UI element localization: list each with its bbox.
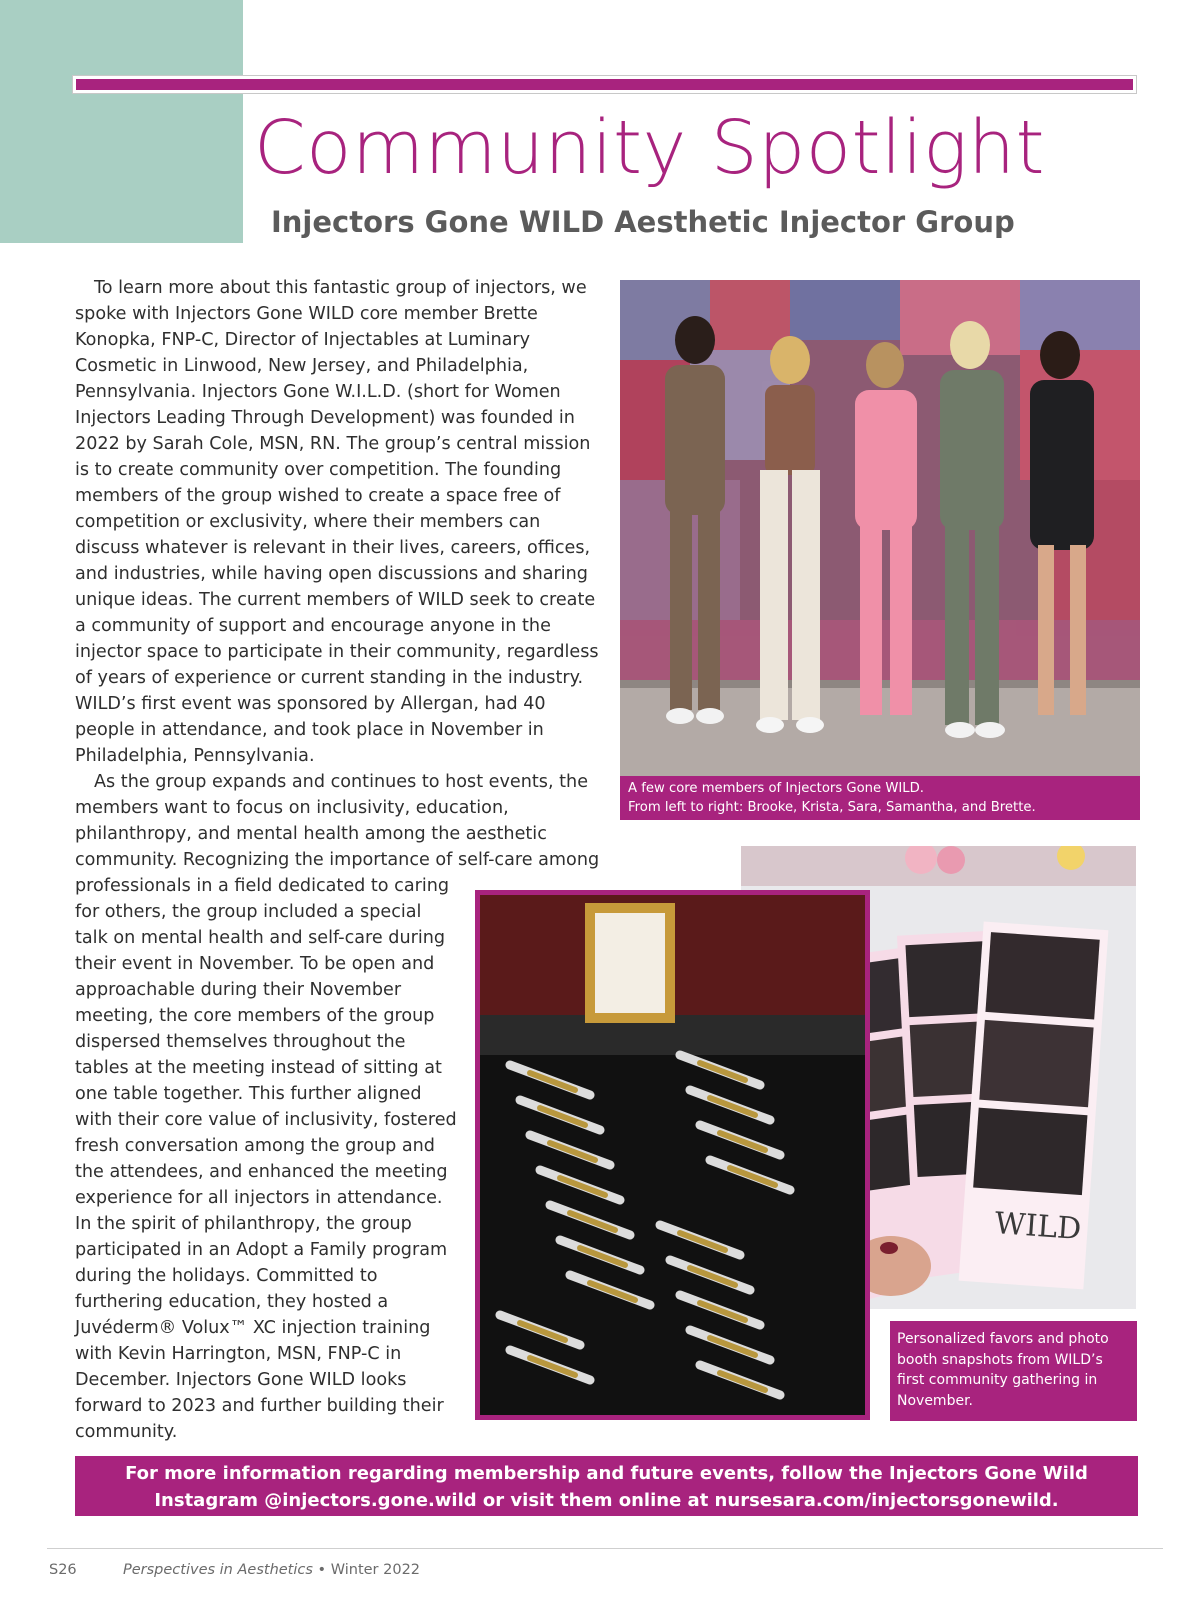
publication-name: Perspectives in Aesthetics (123, 1562, 313, 1578)
group-photo-caption-line-2: From left to right: Brooke, Krista, Sara, Samantha, and Brette. (628, 800, 1036, 815)
page-subtitle: Injectors Gone WILD Aesthetic Injector Group (271, 205, 1015, 239)
folio-separator: • (312, 1562, 331, 1578)
top-accent-rule (73, 76, 1136, 93)
svg-text:WILD: WILD (993, 1206, 1083, 1248)
group-photo-illustration (620, 280, 1140, 776)
group-photo-caption (620, 776, 1140, 820)
membership-info-box (75, 1456, 1138, 1516)
issue-date: Winter 2022 (330, 1562, 421, 1578)
membership-info-line-2: Instagram @injectors.gone.wild or visit them online at nursesara.com/injectorsgonewild. (154, 1490, 1059, 1511)
membership-info-line-1: For more information regarding membership and future events, follow the Injectors Gone Wild (125, 1463, 1088, 1484)
teal-accent-block (0, 0, 243, 243)
page-folio (49, 1560, 420, 1580)
page-number: S26 (49, 1562, 77, 1578)
footer-divider (47, 1548, 1163, 1549)
group-photo-caption-line-1: A few core members of Injectors Gone WILD. (628, 781, 924, 796)
article-paragraph-1: To learn more about this fantastic group of injectors, we spoke with Injectors Gone WILD core member Brette Konopka, FNP-C, Director of Injectables at Luminary Cosmetic in Linwood, New Jersey, and Philadelphia, Pennsylvania. Injectors Gone W.I.L.D. (short for Women Injectors Leading Through Development) was founded in 2022 by Sarah Cole, MSN, RN. The group’s central mission is to create community over competition. The founding members of the group wished to create a space free of competition or exclusivity, where their members can discuss whatever is relevant in their lives, careers, offices, and industries, while having open discussions and sharing unique ideas. The current members of WILD seek to create a community of support and encourage anyone in the injector space to participate in their community, regardless of years of experience or current standing in the industry. WILD’s first event was sponsored by Allergan, had 40 people in attendance, and took place in November in Philadelphia, Pennsylvania. (75, 278, 599, 766)
group-photo (620, 280, 1140, 776)
favors-photo-caption-text: Personalized favors and photo booth snapshots from WILD’s first community gathering in November. (897, 1331, 1109, 1409)
page-title: Community Spotlight (254, 105, 1045, 191)
favors-photo-caption (890, 1321, 1137, 1421)
syringe-favors-photo (475, 890, 870, 1420)
article-paragraph-2: As the group expands and continues to host events, the members want to focus on inclusivity, education, philanthropy, and mental health among the aesthetic community. Recognizing the importance of self-care among professionals in a field dedicated to caring for others, the group included a special talk on mental health and self-care during their event in November. To be open and approachable during their November meeting, the core members of the group dispersed themselves throughout the tables at the meeting instead of sitting at one table together. This further aligned with their core value of inclusivity, fostered fresh conversation among the group and the attendees, and enhanced the meeting experience for all injectors in attendance. In the spirit of philanthropy, the group participated in an Adopt a Family program during the holidays. Committed to furthering education, they hosted a Juvéderm® Volux™ XC injection training with Kevin Harrington, MSN, FNP-C in December. Injectors Gone WILD looks forward to 2023 and further building their community. (75, 772, 600, 1442)
syringe-favors-illustration (480, 895, 865, 1415)
